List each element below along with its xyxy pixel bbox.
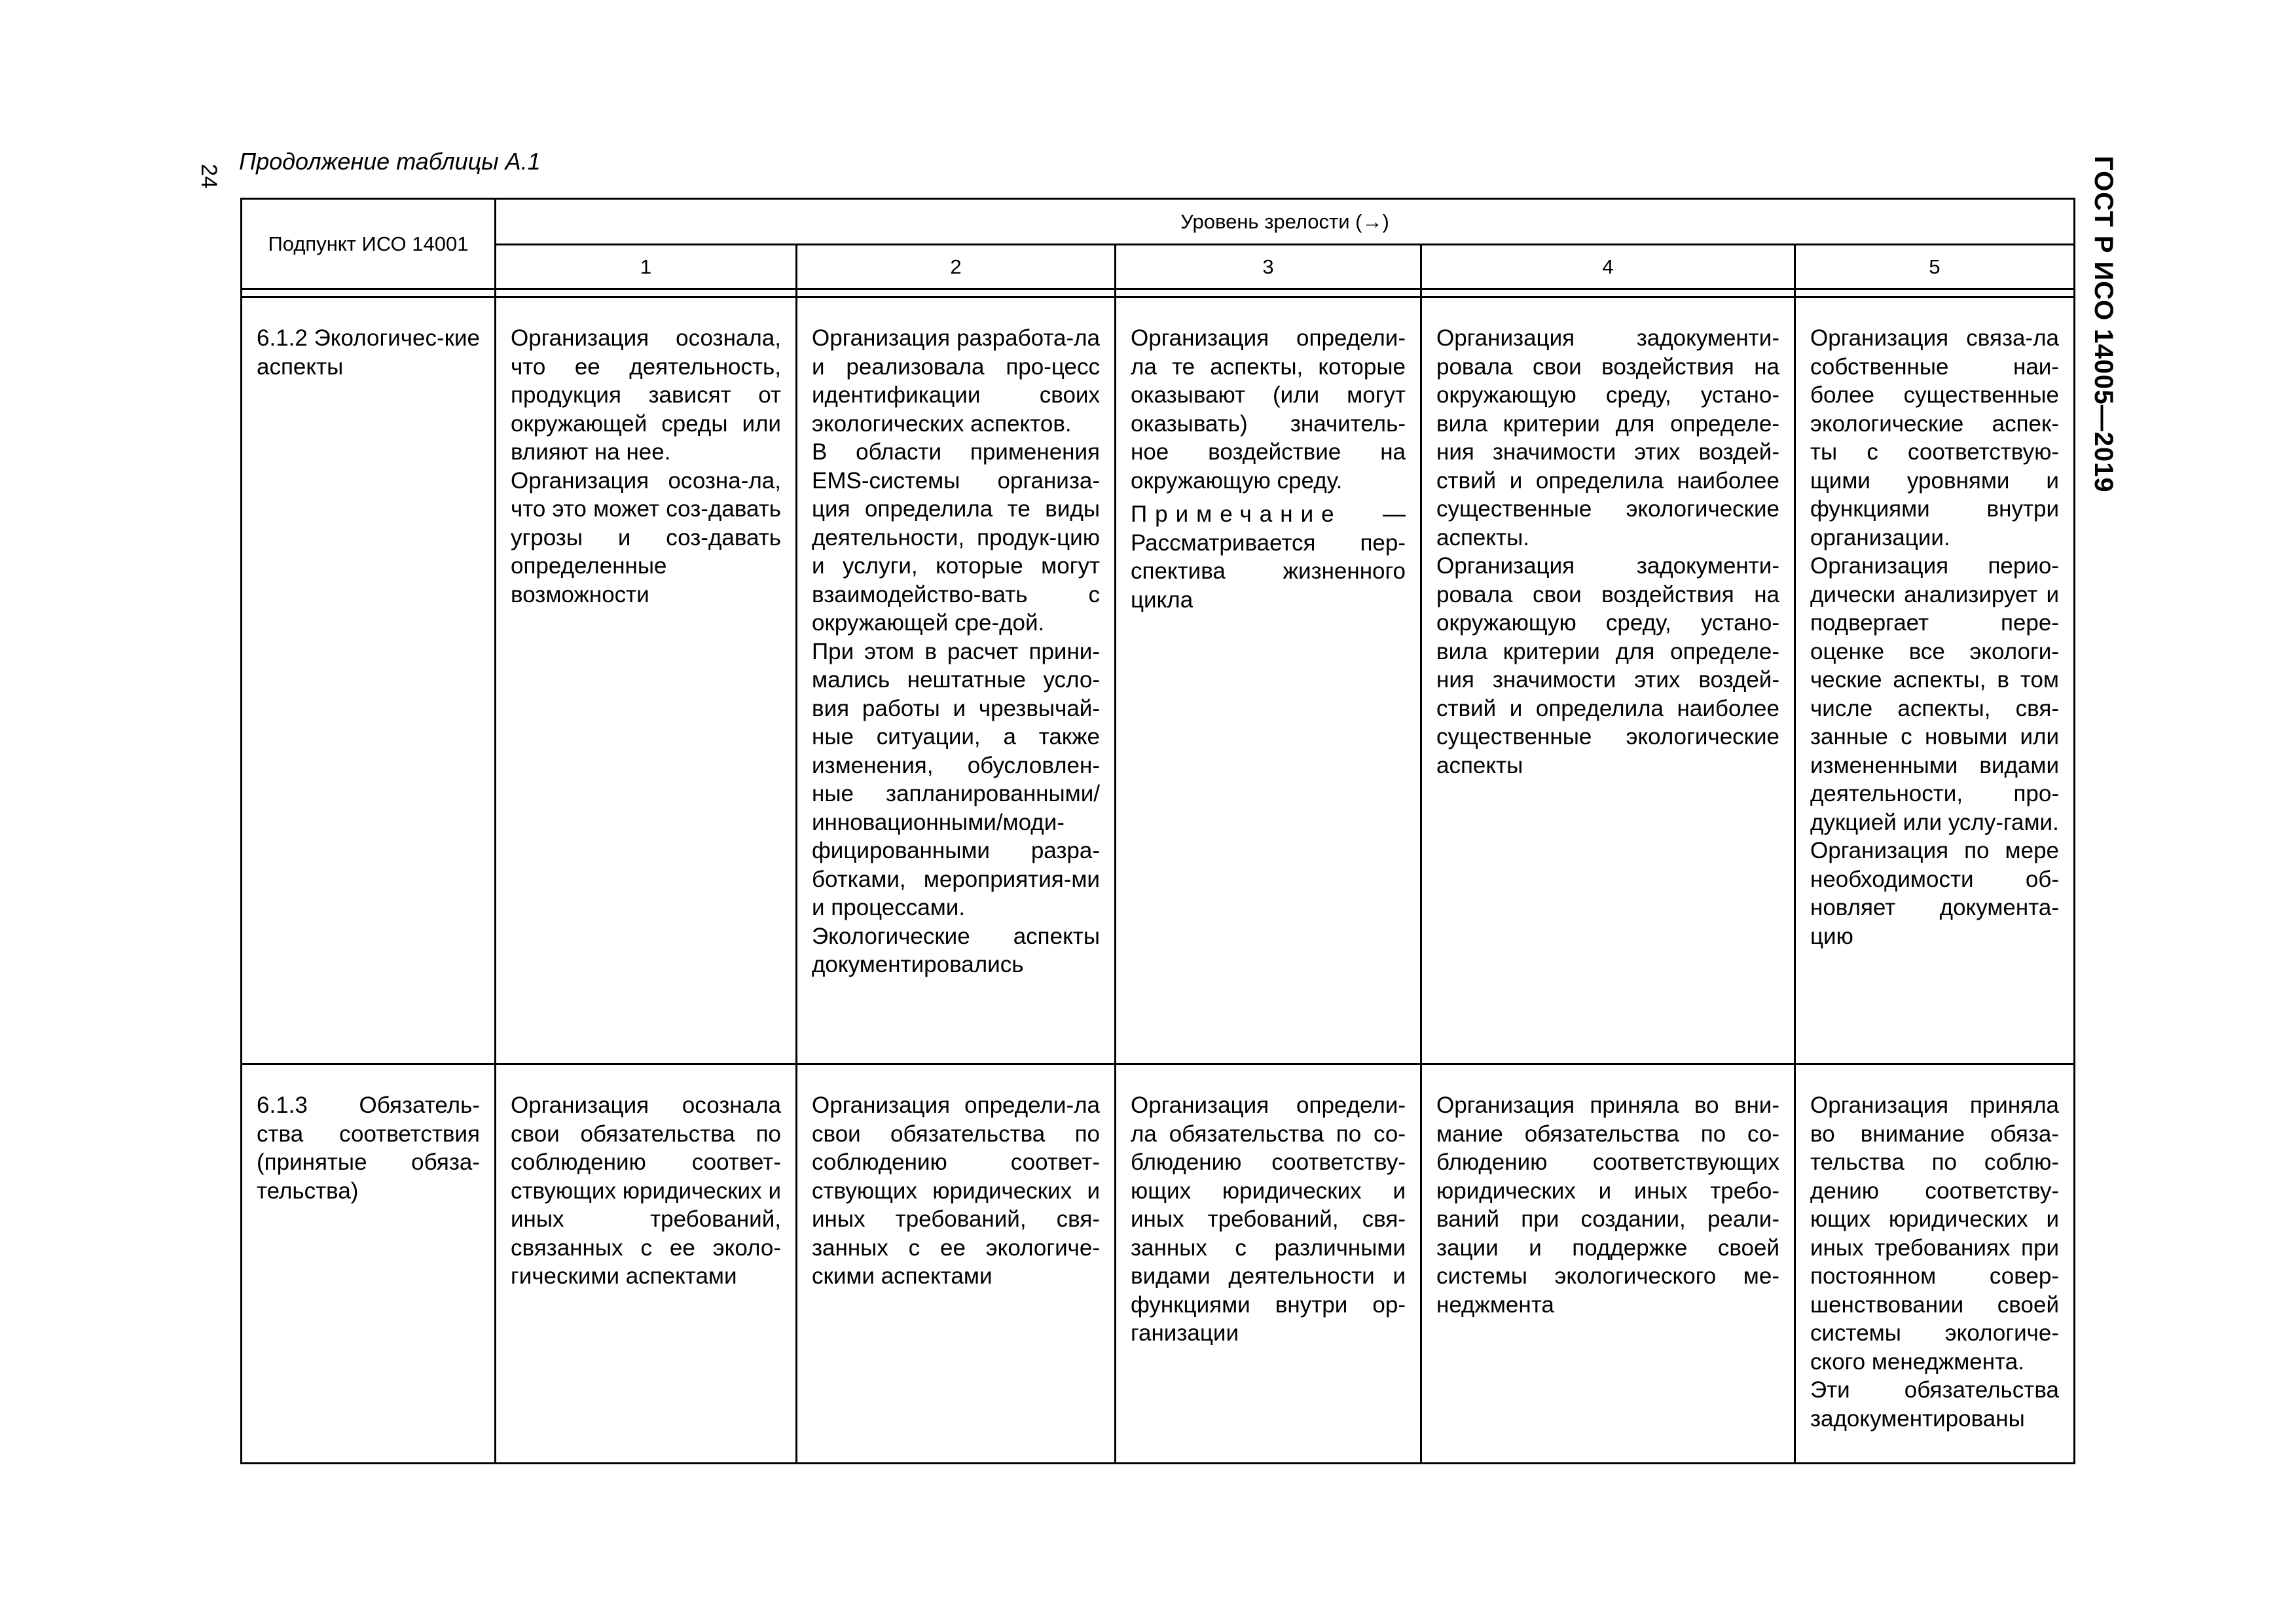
cell-paragraph: Организация осознала свои обязательства по соблюдению соответ-ствующих юридических и иных требований, связанных с ее эколо-гическими аспектами [511, 1092, 781, 1289]
cell-paragraph: В области применения EMS-системы организа-ция определила те виды деятельности, продук-цию и услуги, которые могут взаимодейство-вать с окружающей сре-дой. [812, 439, 1100, 636]
level-cell [797, 297, 1116, 1064]
cell-paragraph: Организация приняла во внимание обяза-тельства по соблю-дению соответству-ющих юридических и иных требованиях при постоянном совер-шенствовании своей системы экологиче-ского менеджмента. [1810, 1092, 2059, 1375]
level-cell [496, 297, 797, 1064]
cell-paragraph: Организация по мере необходимости об-новляет документа-цию [1810, 838, 2059, 949]
cell-paragraph: Организация определи-ла свои обязательства по соблюдению соответ-ствующих юридических и иных требований, свя-занных с ее экологиче-скими аспектами [812, 1092, 1100, 1289]
cell-paragraph: При этом в расчет прини-мались нештатные усло-вия работы и чрезвычай-ные ситуации, а также изменения, обусловлен-ные запланированными/ инновационными/моди-фицированными разра-ботками, мероприятия-ми и процессами. [812, 638, 1100, 920]
note-text: — Рассматривается пер-спектива жизненного цикла [1131, 501, 1406, 613]
table-row [242, 1064, 2075, 1464]
level-cell [496, 1064, 797, 1464]
level-cell [1116, 297, 1421, 1064]
page-number: 24 [196, 164, 221, 189]
maturity-table [240, 198, 2075, 1464]
level-number: 3 [1116, 245, 1421, 289]
table-continuation-caption: Продолжение таблицы А.1 [239, 148, 541, 175]
level-cell [797, 1064, 1116, 1464]
level-number: 2 [797, 245, 1116, 289]
standard-designation: ГОСТ Р ИСО 14005—2019 [2089, 156, 2118, 493]
subclause-column-header: Подпункт ИСО 14001 [242, 199, 496, 289]
cell-paragraph: Организация связа-ла собственные наи-более существенные экологические аспек-ты с соответствую-щими уровнями и функциями внутри организации. [1810, 325, 2059, 550]
level-number: 5 [1795, 245, 2075, 289]
cell-paragraph: Эти обязательства задокументированы [1810, 1377, 2059, 1432]
subclause-cell [242, 1064, 496, 1464]
level-cell [1421, 297, 1795, 1064]
note-label: Примечание [1131, 501, 1342, 527]
level-number: 4 [1421, 245, 1795, 289]
cell-paragraph: Организация разработа-ла и реализовала про-цесс идентификации своих экологических аспектов. [812, 325, 1100, 437]
level-cell [1795, 297, 2075, 1064]
maturity-level-header: Уровень зрелости (→) [496, 199, 2075, 245]
cell-paragraph: Организация задокументи-ровала свои воздействия на окружающую среду, устано-вила критерии для определе-ния значимости этих воздей-ствий и определила наиболее существенные экологические аспекты. [1436, 325, 1779, 550]
header-row-levels [242, 199, 2075, 245]
cell-paragraph: Организация перио-дически анализирует и подвергает пере-оценке все экологи-ческие аспекты, в том числе аспекты, свя-занные с новыми или измененными видами деятельности, про-дукцией или услу-гами. [1810, 553, 2059, 835]
cell-paragraph: Организация приняла во вни-мание обязательства по со-блюдению соответствующих юридических и иных требо-ваний при создании, реали-зации и поддержке своей системы экологического ме-неджмента [1436, 1092, 1779, 1318]
cell-paragraph: Экологические аспекты документировались [812, 923, 1100, 977]
level-cell [1421, 1064, 1795, 1464]
level-number: 1 [496, 245, 797, 289]
header-gap [242, 289, 2075, 297]
note-paragraph [1131, 500, 1406, 614]
subclause-text: 6.1.3 Обязатель-ства соответствия (принятые обяза-тельства) [257, 1092, 480, 1204]
level-cell [1116, 1064, 1421, 1464]
header-row-numbers [242, 245, 2075, 289]
cell-paragraph: Организация осознала, что ее деятельность, продукция зависят от окружающей среды или влияют на нее. [511, 325, 781, 465]
level-cell [1795, 1064, 2075, 1464]
table-row [242, 297, 2075, 1064]
cell-paragraph: Организация задокументи-ровала свои воздействия на окружающую среду, устано-вила критерии для определе-ния значимости этих воздей-ствий и определила наиболее существенные экологические аспекты [1436, 553, 1779, 778]
subclause-text: 6.1.2 Экологичес-кие аспекты [257, 325, 480, 380]
cell-paragraph: Организация определи-ла те аспекты, которые оказывают (или могут оказывать) значитель-ное воздействие на окружающую среду. [1131, 325, 1406, 494]
subclause-cell [242, 297, 496, 1064]
cell-paragraph: Организация осозна-ла, что это может соз-давать угрозы и соз-давать определенные возможности [511, 467, 781, 607]
cell-paragraph: Организация определи-ла обязательства по со-блюдению соответству-ющих юридических и иных требований, свя-занных с различными видами деятельности и функциями внутри ор-ганизации [1131, 1092, 1406, 1346]
